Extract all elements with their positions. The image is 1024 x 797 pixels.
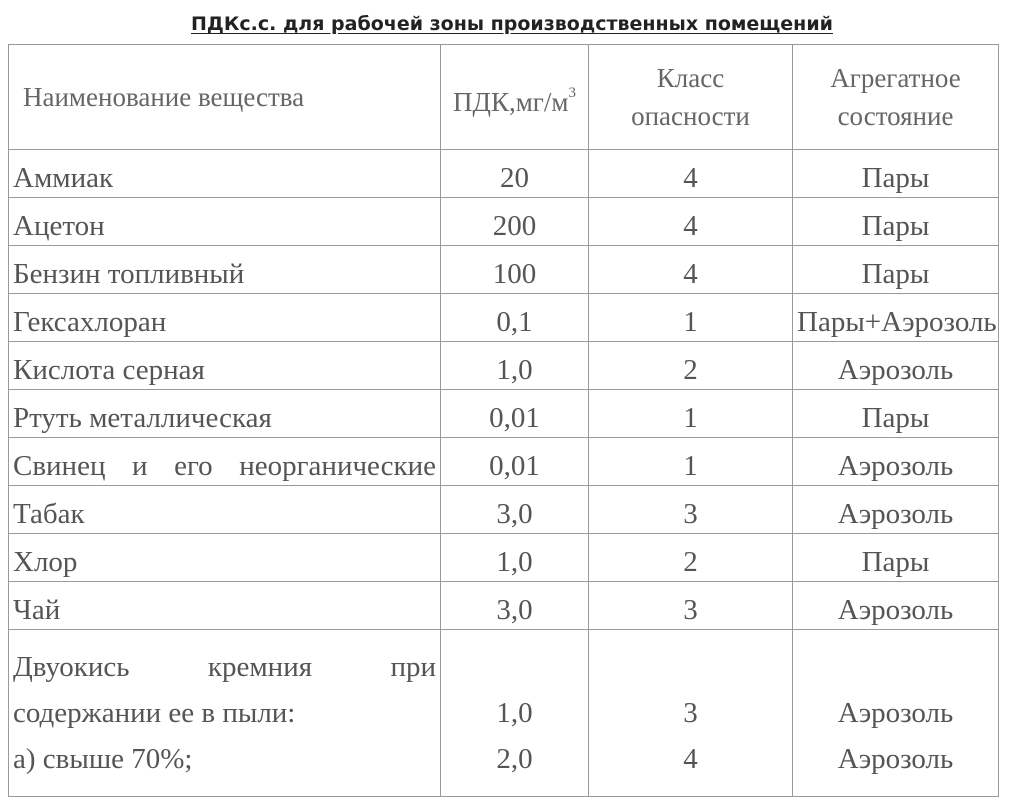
- cell-aggregate-state: Аэрозоль: [793, 438, 999, 486]
- cell-pdk: 1,0: [441, 342, 589, 390]
- cell-aggregate-state: Аэрозоль: [793, 582, 999, 630]
- cell-aggregate-state: Пары: [793, 198, 999, 246]
- table-row: [9, 198, 999, 246]
- cell-hazard-class: 4: [589, 198, 793, 246]
- table-row: [9, 294, 999, 342]
- table-row: [9, 534, 999, 582]
- header-pdk-superscript: 3: [568, 84, 576, 101]
- cell-pdk: [441, 630, 589, 797]
- cell-aggregate-state: [793, 630, 999, 797]
- silica-class-a: 3: [683, 697, 698, 729]
- header-name: Наименование вещества: [9, 45, 441, 150]
- cell-hazard-class: 4: [589, 246, 793, 294]
- cell-pdk: 0,01: [441, 438, 589, 486]
- cell-pdk: 20: [441, 150, 589, 198]
- cell-aggregate-state: Пары: [793, 246, 999, 294]
- cell-pdk: 3,0: [441, 582, 589, 630]
- silica-class-b: 4: [683, 743, 698, 775]
- silica-name-line1: Двуокись кремния при: [13, 651, 436, 683]
- page-title: ПДКс.с. для рабочей зоны производственных помещений: [191, 13, 833, 35]
- header-pdk: $ПДК,мг/м^3$: [441, 45, 589, 150]
- cell-substance-name: Бензин топливный: [9, 246, 441, 294]
- silica-name-line3: а) свыше 70%;: [13, 743, 193, 775]
- cell-hazard-class: 1: [589, 294, 793, 342]
- cell-pdk: 1,0: [441, 534, 589, 582]
- cell-hazard-class: 2: [589, 342, 793, 390]
- cell-hazard-class: 1: [589, 390, 793, 438]
- cell-substance-name: Чай: [9, 582, 441, 630]
- cell-hazard-class: 2: [589, 534, 793, 582]
- cell-pdk: 200: [441, 198, 589, 246]
- silica-pdk-a: 1,0: [496, 697, 533, 729]
- cell-hazard-class: 1: [589, 438, 793, 486]
- cell-substance-name: Свинец и его неорганические: [9, 438, 441, 486]
- table-header-row: [9, 45, 999, 150]
- table-row: [9, 486, 999, 534]
- cell-hazard-class: 3: [589, 582, 793, 630]
- table-row: [9, 342, 999, 390]
- cell-aggregate-state: Пары: [793, 534, 999, 582]
- cell-aggregate-state: Пары: [793, 390, 999, 438]
- cell-hazard-class: [589, 630, 793, 797]
- cell-substance-name: Аммиак: [9, 150, 441, 198]
- cell-hazard-class: 4: [589, 150, 793, 198]
- cell-substance-name: Ацетон: [9, 198, 441, 246]
- cell-aggregate-state: Пары: [793, 150, 999, 198]
- table-row: [9, 150, 999, 198]
- table-row: [9, 582, 999, 630]
- silica-name-line2: содержании ее в пыли:: [13, 697, 296, 729]
- cell-pdk: 0,1: [441, 294, 589, 342]
- cell-aggregate-state: Аэрозоль: [793, 486, 999, 534]
- pdk-table: [8, 44, 999, 797]
- cell-substance-name: Ртуть металлическая: [9, 390, 441, 438]
- cell-substance-name: Табак: [9, 486, 441, 534]
- table-row: [9, 246, 999, 294]
- cell-aggregate-state: Аэрозоль: [793, 342, 999, 390]
- silica-state-b: Аэрозоль: [837, 743, 954, 775]
- cell-substance-name: Кислота серная: [9, 342, 441, 390]
- header-state: Агрегатное состояние: [793, 45, 999, 150]
- header-class: Класс опасности: [589, 45, 793, 150]
- cell-hazard-class: 3: [589, 486, 793, 534]
- silica-pdk-b: 2,0: [496, 743, 533, 775]
- table-row: [9, 390, 999, 438]
- cell-aggregate-state: Пары+Аэрозоль: [793, 294, 999, 342]
- cell-substance-name: [9, 630, 441, 797]
- table-row-silica: [9, 630, 999, 797]
- table-row: [9, 438, 999, 486]
- cell-pdk: 100: [441, 246, 589, 294]
- cell-pdk: 3,0: [441, 486, 589, 534]
- cell-substance-name: Хлор: [9, 534, 441, 582]
- cell-pdk: 0,01: [441, 390, 589, 438]
- silica-state-a: Аэрозоль: [837, 697, 954, 729]
- cell-substance-name: Гексахлоран: [9, 294, 441, 342]
